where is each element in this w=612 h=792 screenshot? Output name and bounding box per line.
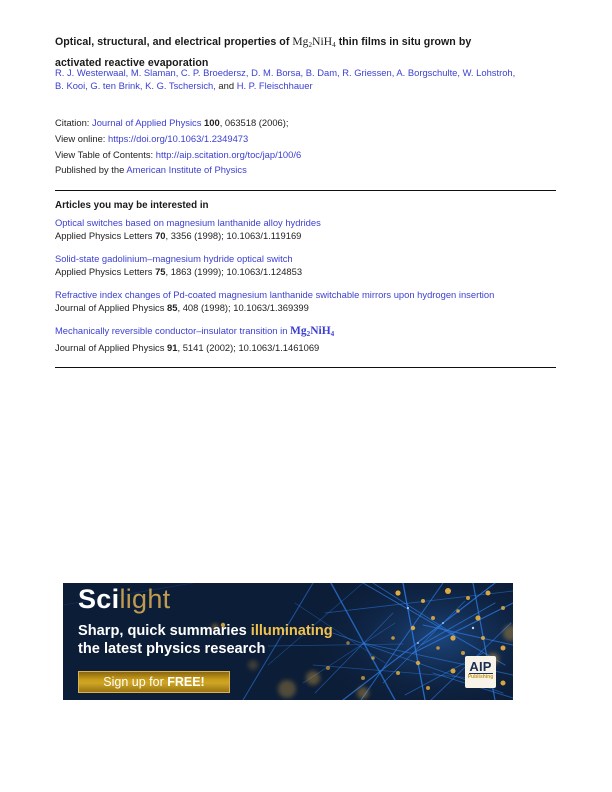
title-text-post: thin films in situ grown by	[335, 36, 472, 48]
publisher-line	[55, 162, 557, 178]
divider	[55, 190, 556, 191]
view-online-label: View online:	[55, 132, 108, 144]
sign-up-button[interactable]: Sign up for FREE!	[78, 671, 230, 693]
related-article-citation: Journal of Applied Physics 85, 408 (1998); 10.1063/1.369399	[55, 302, 309, 313]
title-text-pre: Optical, structural, and electrical properties of	[55, 36, 293, 48]
related-articles-list	[55, 216, 557, 364]
list-item	[55, 252, 557, 278]
related-article-citation: Journal of Applied Physics 91, 5141 (2002); 10.1063/1.1461069	[55, 341, 320, 353]
authors-line2	[55, 80, 557, 93]
related-article-title[interactable]: Mechanically reversible conductor–insulator transition in	[55, 325, 291, 336]
citation-rest: , 063518 (2006);	[219, 117, 289, 128]
aip-logo-text: AIP	[469, 659, 492, 674]
related-article-citation: Applied Physics Letters 70, 3356 (1998); 10.1063/1.119169	[55, 230, 302, 241]
list-item	[55, 324, 557, 354]
toc-line	[55, 147, 557, 163]
published-by-label: Published by the	[55, 164, 127, 176]
journal-link[interactable]: Journal of Applied Physics	[92, 117, 202, 128]
chemical-formula[interactable]: $Mg_2NiH_4$	[290, 325, 335, 338]
citation-line	[55, 115, 557, 131]
authors-and-text: and	[215, 79, 237, 91]
title-line2: activated reactive evaporation	[55, 56, 209, 69]
related-article-title[interactable]: Refractive index changes of Pd-coated magnesium lanthanide switchable mirrors upon hydrogen insertion	[55, 289, 495, 300]
related-article-title[interactable]: Optical switches based on magnesium lanthanide alloy hydrides	[55, 217, 321, 228]
related-article-title[interactable]: Solid-state gadolinium–magnesium hydride optical switch	[55, 253, 293, 264]
chemical-formula: $Mg_2NiH_4$	[292, 36, 336, 49]
volume-number: 100	[201, 117, 220, 128]
list-item	[55, 288, 557, 314]
doi-link[interactable]: https://doi.org/10.1063/1.2349473	[108, 132, 249, 144]
list-item	[55, 216, 557, 242]
tagline-white-text: Sharp, quick summaries	[78, 623, 251, 639]
author-links-line1[interactable]: R. J. Westerwaal, M. Slaman, C. P. Broedersz, D. M. Borsa, B. Dam, R. Griessen, A. Borgschulte, W. Lohstroh,	[55, 67, 516, 78]
toc-link[interactable]: http://aip.scitation.org/toc/jap/100/6	[155, 148, 302, 160]
author-link-last[interactable]: H. P. Fleischhauer	[236, 79, 313, 91]
citation-label: Citation:	[55, 117, 92, 128]
related-articles-heading: Articles you may be interested in	[55, 200, 209, 211]
publisher-link[interactable]: American Institute of Physics	[126, 164, 247, 176]
aip-publishing-text: Publishing	[467, 674, 494, 680]
authors-line1	[55, 67, 557, 80]
tagline-gold-text: illuminating	[250, 623, 333, 639]
aip-publishing-logo[interactable]	[465, 656, 496, 688]
banner-tagline	[78, 623, 333, 658]
divider	[55, 367, 556, 368]
related-article-citation: Applied Physics Letters 75, 1863 (1999); 10.1063/1.124853	[55, 266, 303, 277]
author-links-line2[interactable]: B. Kooi, G. ten Brink, K. G. Tschersich,	[55, 79, 216, 91]
author-list	[55, 67, 557, 92]
tagline-line2: the latest physics research	[78, 640, 266, 657]
view-online-line	[55, 131, 557, 147]
scilight-ad-banner[interactable]	[63, 583, 513, 700]
toc-label: View Table of Contents:	[55, 148, 156, 160]
page-title	[55, 33, 557, 72]
citation-block	[55, 115, 557, 178]
scilight-logo: Scilight	[78, 584, 171, 614]
